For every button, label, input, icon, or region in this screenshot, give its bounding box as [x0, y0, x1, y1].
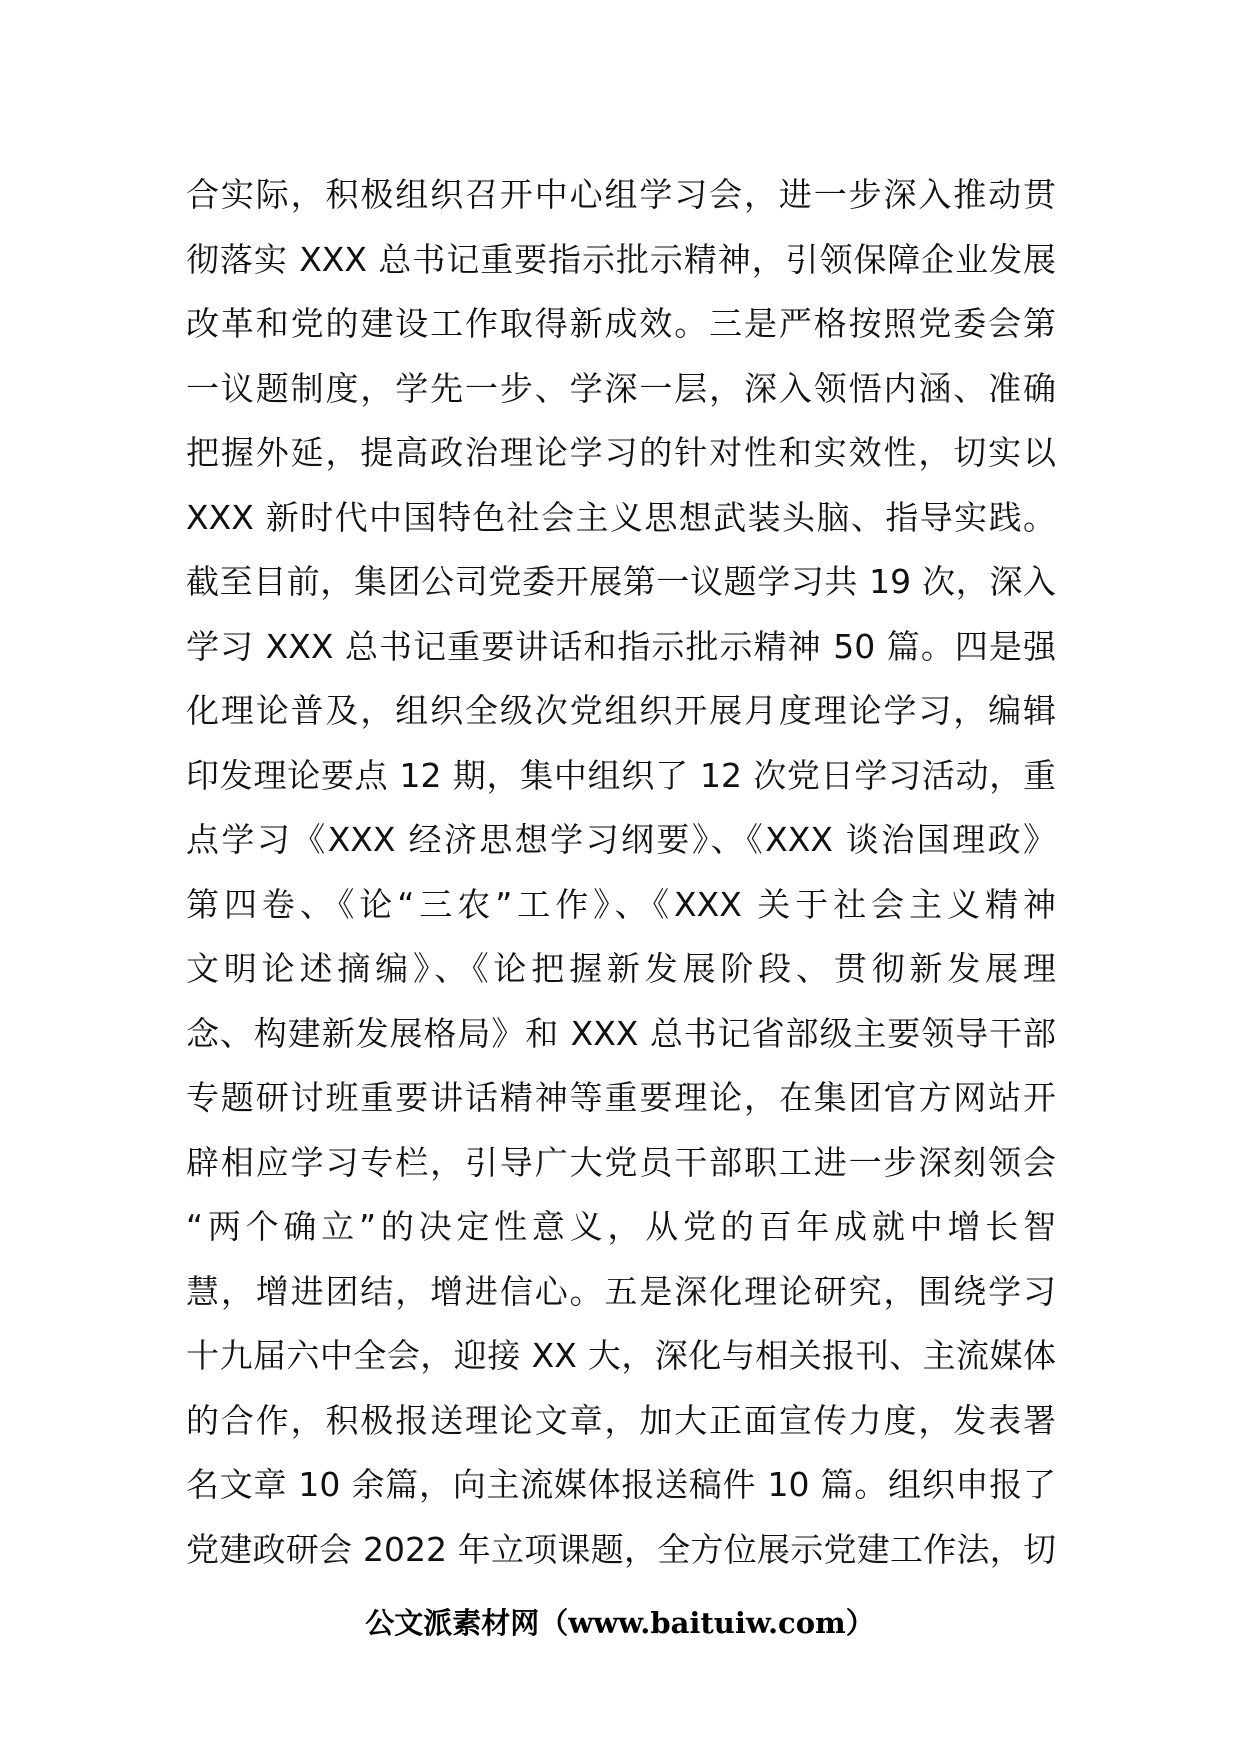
text-line: 十九届六中全会，迎接 XX 大，深化与相关报刊、主流媒体 — [186, 1336, 1056, 1375]
text-line: 把握外延，提高政治理论学习的针对性和实效性，切实以 — [186, 433, 1056, 472]
text-line: 印发理论要点 12 期，集中组织了 12 次党日学习活动，重 — [186, 755, 1056, 795]
text-line: 学习 XXX 总书记重要讲话和指示批示精神 50 篇。四是强 — [186, 626, 1056, 666]
body-text — [186, 163, 1056, 1582]
text-line: 彻落实 XXX 总书记重要指示批示精神，引领保障企业发展 — [186, 239, 1056, 279]
text-line: 党建政研会 2022 年立项课题，全方位展示党建工作法，切 — [186, 1529, 1056, 1569]
text-line: 专题研讨班重要讲话精神等重要理论，在集团官方网站开 — [186, 1078, 1056, 1117]
text-line: 慧，增进团结，增进信心。五是深化理论研究，围绕学习 — [186, 1271, 1056, 1311]
text-line: 第四卷、《论“三农”工作》、《XXX 关于社会主义精神 — [186, 884, 1056, 924]
text-line: 合实际，积极组织召开中心组学习会，进一步深入推动贯 — [186, 175, 1056, 214]
text-line: XXX 新时代中国特色社会主义思想武装头脑、指导实践。 — [186, 497, 1056, 537]
text-line: 文明论述摘编》、《论把握新发展阶段、贯彻新发展理 — [186, 949, 1056, 988]
footer-watermark: 公文派素材网（www.baituiw.com） — [365, 1606, 875, 1640]
text-line: 一议题制度，学先一步、学深一层，深入领悟内涵、准确 — [186, 368, 1056, 408]
text-line: 改革和党的建设工作取得新成效。三是严格按照党委会第 — [186, 304, 1056, 343]
text-line: 辟相应学习专栏，引导广大党员干部职工进一步深刻领会 — [186, 1142, 1056, 1182]
text-line: 点学习《XXX 经济思想学习纲要》、《XXX 谈治国理政》 — [186, 820, 1056, 859]
text-line: 名文章 10 余篇，向主流媒体报送稿件 10 篇。组织申报了 — [186, 1465, 1056, 1504]
text-line: 的合作，积极报送理论文章，加大正面宣传力度，发表署 — [186, 1400, 1056, 1440]
text-line: 化理论普及，组织全级次党组织开展月度理论学习，编辑 — [186, 691, 1056, 730]
text-line: 念、构建新发展格局》和 XXX 总书记省部级主要领导干部 — [186, 1013, 1056, 1053]
text-line: 截至目前，集团公司党委开展第一议题学习共 19 次，深入 — [186, 562, 1056, 601]
text-line: “两个确立”的决定性意义，从党的百年成就中增长智 — [186, 1207, 1056, 1246]
